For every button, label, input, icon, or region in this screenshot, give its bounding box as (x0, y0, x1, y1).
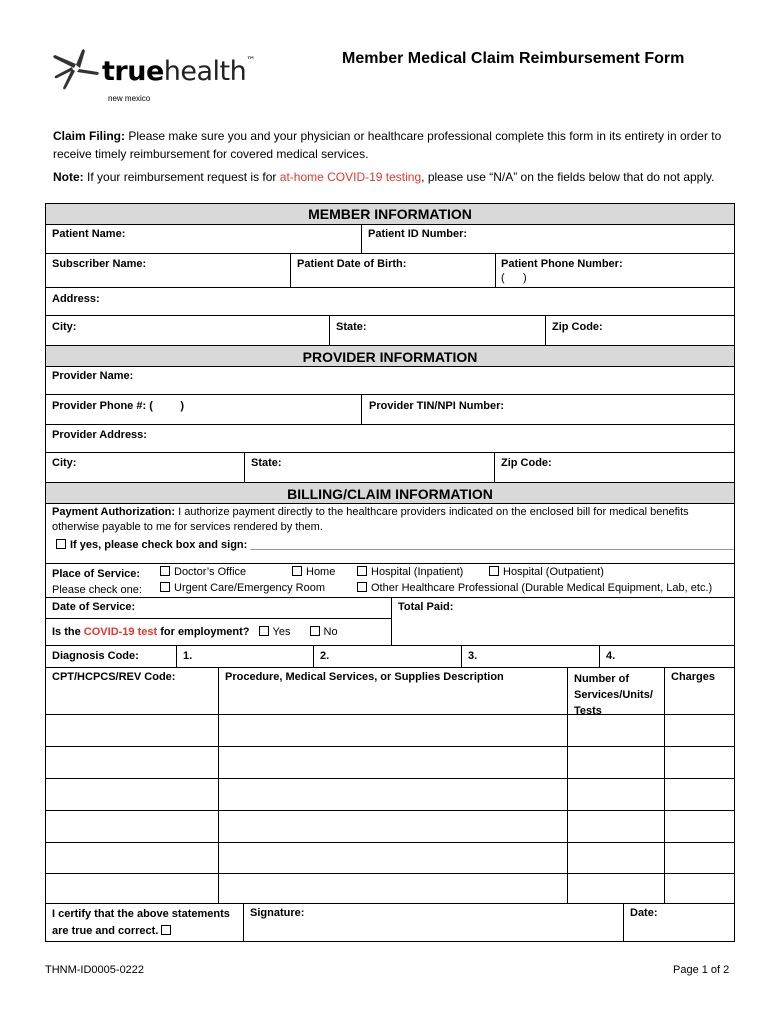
patient-id-cell (361, 224, 734, 253)
brand-sub: new mexico (108, 94, 151, 103)
service-line[interactable] (46, 873, 734, 903)
provider-state-field[interactable]: State: (251, 457, 282, 469)
col-divider (218, 715, 567, 746)
urgent-checkbox[interactable] (160, 582, 170, 592)
signature-cell (243, 904, 623, 941)
place-option-home[interactable]: Home (292, 566, 335, 578)
claim-filing: Claim Filing: Please make sure you and your physician or healthcare professional complete this form in its entirety in order to receive timely reimbursement for covered medical services. (53, 129, 722, 161)
diagnosis-row (46, 645, 734, 667)
service-line[interactable] (46, 714, 734, 746)
col-divider (218, 811, 567, 842)
state-cell (329, 316, 545, 345)
place-option-inpatient[interactable]: Hospital (Inpatient) (357, 566, 463, 578)
service-line[interactable] (46, 778, 734, 810)
diagnosis-cell-3[interactable]: 3. (461, 646, 599, 667)
place-label: Place of Service: Please check one: (52, 568, 142, 596)
auth-row (46, 503, 734, 563)
col-divider (567, 874, 664, 903)
member-row-4 (46, 315, 734, 345)
signature-field[interactable]: Signature: (250, 907, 305, 919)
logo (52, 48, 255, 108)
certify-checkbox[interactable] (161, 925, 171, 935)
col-divider (218, 747, 567, 778)
col-divider (218, 779, 567, 810)
covid-yes-checkbox[interactable] (259, 626, 269, 636)
billing-section (45, 483, 735, 942)
member-row-3 (46, 287, 734, 315)
provider-name-field[interactable]: Provider Name: (52, 370, 134, 382)
auth-checkbox[interactable] (56, 539, 66, 549)
home-checkbox[interactable] (292, 566, 302, 576)
date-of-service-field[interactable]: Date of Service: (52, 601, 136, 613)
diagnosis-cell-4[interactable]: 4. (599, 646, 734, 667)
billing-header: BILLING/CLAIM INFORMATION (46, 483, 734, 504)
provider-row-1 (46, 366, 734, 394)
zip-cell (545, 316, 734, 345)
units-header: Number of Services/Units/ Tests (574, 673, 653, 717)
member-header: MEMBER INFORMATION (46, 204, 734, 225)
member-row-1 (46, 224, 734, 253)
date-cell (623, 904, 734, 941)
note: Note: If your reimbursement request is for at-home COVID-19 testing, please use “N/A” on the fields below that do not apply. (53, 170, 715, 184)
col-divider (218, 843, 567, 873)
provider-section (45, 346, 735, 483)
dob-cell (290, 254, 495, 287)
patient-dob-field[interactable]: Patient Date of Birth: (297, 258, 407, 270)
cpt-header: CPT/HCPCS/REV Code: (52, 671, 176, 683)
covid-no-checkbox[interactable] (310, 626, 320, 636)
col-divider (664, 874, 734, 903)
col-divider (567, 811, 664, 842)
payment-authorization: Payment Authorization: I authorize payment directly to the healthcare providers indicated on the enclosed bill for medical benefits otherwise payable to me for services rendered by them. (52, 506, 689, 533)
col-divider (664, 811, 734, 842)
provider-state-cell (244, 453, 494, 482)
diagnosis-cell-1[interactable]: 1. (176, 646, 313, 667)
place-option-outpatient[interactable]: Hospital (Outpatient) (489, 566, 604, 578)
zip-field[interactable]: Zip Code: (552, 321, 603, 333)
diagnosis-label: Diagnosis Code: (52, 650, 139, 662)
service-line[interactable] (46, 746, 734, 778)
provider-zip-field[interactable]: Zip Code: (501, 457, 552, 469)
patient-id-field[interactable]: Patient ID Number: (368, 228, 468, 240)
patient-phone-field[interactable]: Patient Phone Number: (501, 258, 623, 270)
phone-cell (495, 254, 734, 287)
place-option-doctor[interactable]: Doctor’s Office (160, 566, 246, 578)
member-section (45, 203, 735, 346)
col-divider (664, 747, 734, 778)
state-field[interactable]: State: (336, 321, 367, 333)
service-line[interactable] (46, 842, 734, 873)
col-divider (664, 843, 734, 873)
phone-parens: ( ) (501, 272, 527, 284)
date-covid-divider (46, 618, 391, 619)
member-row-2 (46, 253, 734, 287)
procedure-header-cell (218, 668, 567, 714)
provider-zip-cell (494, 453, 734, 482)
page-title: Member Medical Claim Reimbursement Form (342, 50, 685, 67)
outpatient-checkbox[interactable] (489, 566, 499, 576)
place-row (46, 563, 734, 597)
col-divider (567, 779, 664, 810)
patient-name-field[interactable]: Patient Name: (52, 228, 126, 240)
provider-row-3 (46, 424, 734, 452)
place-option-urgent[interactable]: Urgent Care/Emergency Room (160, 582, 325, 594)
certify-statement: I certify that the above statements are true and correct. (52, 908, 230, 937)
brand-name: truehealth™ (102, 56, 255, 87)
auth-sign-line: If yes, please check box and sign: _______________________________________________________________________________ (56, 539, 734, 551)
date-field[interactable]: Date: (630, 907, 658, 919)
total-paid-field[interactable]: Total Paid: (398, 601, 454, 613)
provider-city-field[interactable]: City: (52, 457, 77, 469)
tin-cell (361, 395, 734, 424)
provider-address-field[interactable]: Provider Address: (52, 429, 147, 441)
charges-header-cell (664, 668, 734, 714)
provider-phone-field[interactable]: Provider Phone #: ( ) (52, 400, 185, 412)
provider-header: PROVIDER INFORMATION (46, 346, 734, 367)
procedure-header: Procedure, Medical Services, or Supplies Description (225, 671, 504, 683)
col-divider (567, 747, 664, 778)
provider-tin-field[interactable]: Provider TIN/NPI Number: (369, 400, 505, 412)
certify-row (46, 903, 734, 941)
col-divider (567, 715, 664, 746)
place-option-other[interactable]: Other Healthcare Professional (Durable Medical Equipment, Lab, etc.) (357, 582, 712, 594)
col-divider (218, 874, 567, 903)
city-field[interactable]: City: (52, 321, 77, 333)
inpatient-checkbox[interactable] (357, 566, 367, 576)
provider-row-4 (46, 452, 734, 482)
other-checkbox[interactable] (357, 582, 367, 592)
true-health-star-icon (52, 48, 100, 92)
col-divider (567, 843, 664, 873)
address-field[interactable]: Address: (52, 293, 100, 305)
col-divider (664, 715, 734, 746)
covid-question: Is the COVID-19 test for employment? Yes No (52, 626, 338, 638)
doctor-checkbox[interactable] (160, 566, 170, 576)
units-header-cell (567, 668, 664, 717)
charges-header: Charges (671, 671, 716, 683)
total-paid-cell (391, 598, 734, 645)
diagnosis-cell-2[interactable]: 2. (313, 646, 461, 667)
service-header-row (46, 667, 734, 717)
subscriber-name-field[interactable]: Subscriber Name: (52, 258, 147, 270)
form-code: THNM-ID0005-0222 (45, 964, 145, 976)
page-number: Page 1 of 2 (673, 964, 730, 976)
date-total-row (46, 597, 734, 645)
col-divider (664, 779, 734, 810)
service-line[interactable] (46, 810, 734, 842)
provider-row-2 (46, 394, 734, 424)
